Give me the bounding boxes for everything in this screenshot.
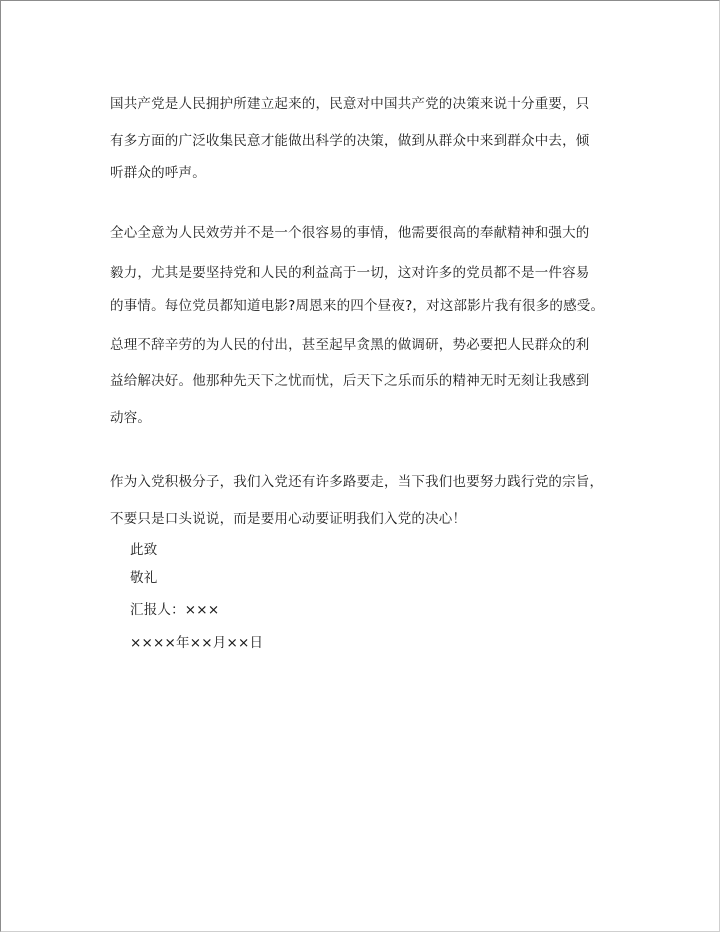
paragraph-2-line-3: 的事情。每位党员都知道电影?周恩来的四个昼夜?，对这部影片我有很多的感受。: [110, 298, 605, 314]
paragraph-3-line-2: 不要只是口头说说，而是要用心动要证明我们入党的决心！: [110, 511, 467, 527]
paragraph-2-line-1: 全心全意为人民效劳并不是一个很容易的事情，他需要很高的奉献精神和强大的: [110, 225, 590, 241]
closing-salutation-1: 此致: [130, 542, 158, 558]
date-line: ××××年××月××日: [130, 635, 264, 651]
paragraph-2-line-4: 总理不辞辛劳的为人民的付出，甚至起早贪黑的做调研，势必要把人民群众的利: [110, 337, 590, 353]
paragraph-1-line-1: 国共产党是人民拥护所建立起来的，民意对中国共产党的决策来说十分重要，只: [110, 96, 590, 112]
paragraph-1-line-3: 听群众的呼声。: [110, 165, 206, 181]
paragraph-2-line-5: 益给解决好。他那种先天下之忧而忧，后天下之乐而乐的精神无时无刻让我感到: [110, 373, 590, 389]
paragraph-3-line-1: 作为入党积极分子，我们入党还有许多路要走，当下我们也要努力践行党的宗旨，: [110, 474, 604, 490]
paragraph-2-line-2: 毅力，尤其是要坚持党和人民的利益高于一切，这对许多的党员都不是一件容易: [110, 265, 590, 281]
paragraph-1-line-2: 有多方面的广泛收集民意才能做出科学的决策，做到从群众中来到群众中去，倾: [110, 133, 590, 149]
paragraph-2-line-6: 动容。: [110, 410, 152, 426]
reporter-line: 汇报人：×××: [130, 602, 220, 618]
closing-salutation-2: 敬礼: [130, 570, 158, 586]
